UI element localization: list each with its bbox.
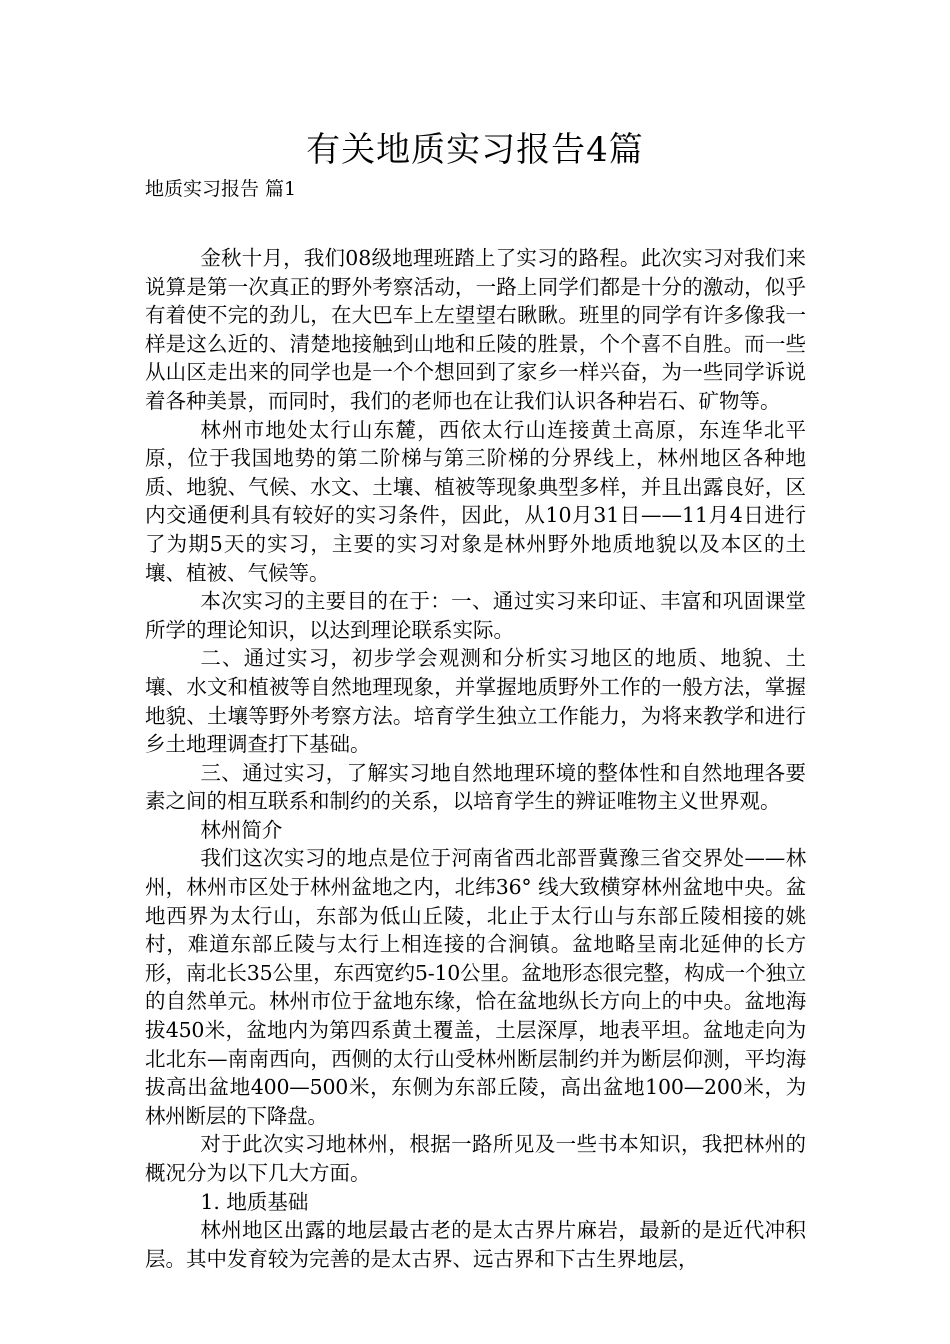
paragraph: 对于此次实习地林州，根据一路所见及一些书本知识，我把林州的概况分为以下几大方面。 <box>145 1132 806 1185</box>
paragraph: 金秋十月，我们08级地理班踏上了实习的路程。此次实习对我们来说算是第一次真正的野外考察活动，一路上同学们都是十分的激动，似乎有着使不完的劲儿，在大巴车上左望望右瞅瞅。班里的同学有许多像我一样是这么近的、清楚地接触到山地和丘陵的胜景，个个喜不自胜。而一些从山区走出来的同学也是一个个想回到了家乡一样兴奋，为一些同学诉说着各种美景，而同时，我们的老师也在让我们认识各种岩石、矿物等。 <box>145 246 806 413</box>
paragraph: 林州市地处太行山东麓，西依太行山连接黄土高原，东连华北平原，位于我国地势的第二阶梯与第三阶梯的分界线上，林州地区各种地质、地貌、气候、水文、土壤、植被等现象典型多样，并且出露良好，区内交通便利具有较好的实习条件，因此，从10月31日——11月4日进行了为期5天的实习，主要的实习对象是林州野外地质地貌以及本区的土壤、植被、气候等。 <box>145 417 806 585</box>
paragraph: 我们这次实习的地点是位于河南省西北部晋冀豫三省交界处——林州，林州市区处于林州盆地之内，北纬36° 线大致横穿林州盆地中央。盆地西界为太行山，东部为低山丘陵，北止于太行山与东部丘陵相接的姚村，难道东部丘陵与太行上相连接的合涧镇。盆地略呈南北延伸的长方形，南北长35公里，东西宽约5-10公里。盆地形态很完整，构成一个独立的自然单元。林州市位于盆地东缘，恰在盆地纵长方向上的中央。盆地海拔450米，盆地内为第四系黄土覆盖，土层深厚，地表平坦。盆地走向为北北东—南南西向，西侧的太行山受林州断层制约并为断层仰测，平均海拔高出盆地400—500米，东侧为东部丘陵，高出盆地100—200米，为林州断层的下降盘。 <box>145 846 806 1128</box>
section-label: 地质实习报告 篇1 <box>145 178 297 200</box>
paragraph: 二、通过实习，初步学会观测和分析实习地区的地质、地貌、土壤、水文和植被等自然地理现象，并掌握地质野外工作的一般方法，掌握地貌、土壤等野外考察方法。培育学生独立工作能力，为将来教学和进行乡土地理调查打下基础。 <box>145 646 806 757</box>
document-title: 有关地质实习报告4篇 <box>306 130 644 170</box>
paragraph: 三、通过实习，了解实习地自然地理环境的整体性和自然地理各要素之间的相互联系和制约的关系，以培育学生的辨证唯物主义世界观。 <box>145 760 806 814</box>
paragraph: 林州地区出露的地层最古老的是太古界片麻岩，最新的是近代冲积层。其中发育较为完善的是太古界、远古界和下古生界地层， <box>145 1218 806 1271</box>
subheading: 1. 地质基础 <box>200 1189 309 1214</box>
document-body <box>145 244 806 1273</box>
subheading: 林州简介 <box>200 817 283 842</box>
paragraph: 本次实习的主要目的在于：一、通过实习来印证、丰富和巩固课堂所学的理论知识，以达到理论联系实际。 <box>145 589 806 642</box>
